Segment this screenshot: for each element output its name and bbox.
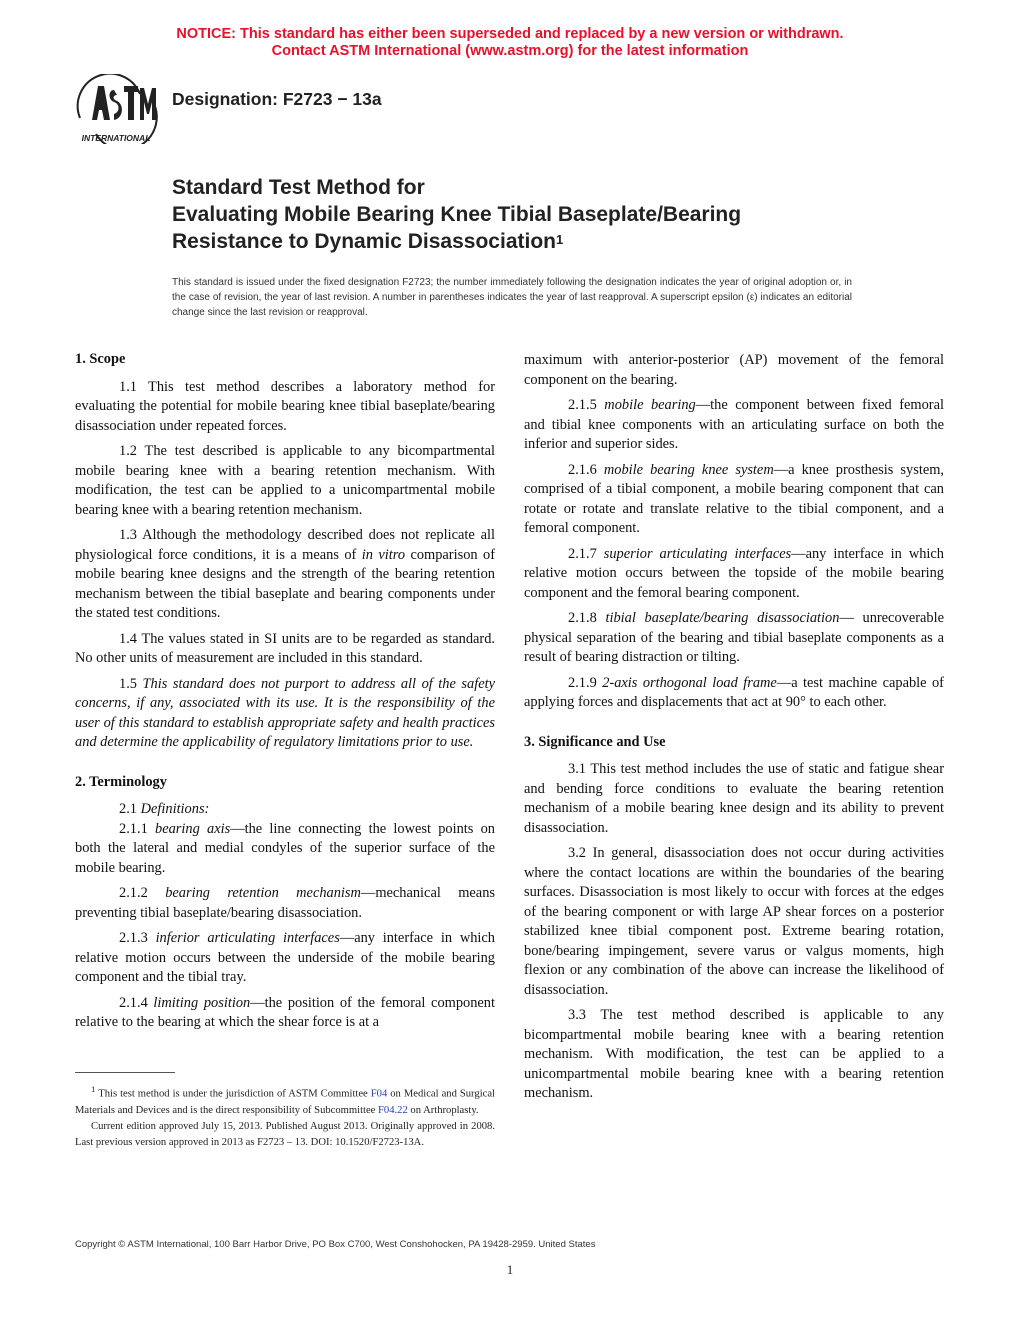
para-2-1-1: 2.1.1 bearing axis—the line connecting the lowest points on both the lateral and medial condyles of the superior surface of the mobile bearing. — [75, 820, 495, 876]
significance-heading: 3. Significance and Use — [524, 733, 666, 750]
footnote-edition: Current edition approved July 15, 2013. Published August 2013. Originally approved in 2008. Last previous version approved in 2013 as F2723 – 13. DOI: 10.1520/F2723-13A. — [75, 1120, 495, 1148]
terminology-heading: 2. Terminology — [75, 773, 167, 790]
left-column — [75, 350, 495, 1039]
para-2-1-3: 2.1.3 inferior articulating interfaces—any interface in which relative motion occurs between the underside of the mobile bearing component and the tibial tray. — [75, 930, 495, 985]
copyright: Copyright © ASTM International, 100 Barr Harbor Drive, PO Box C700, West Conshohocken, PA 19428-2959. United States — [75, 1239, 596, 1250]
para-2-1-7: 2.1.7 superior articulating interfaces—any interface in which relative motion occurs between the topside of the mobile bearing component and the femoral bearing component. — [524, 545, 944, 601]
para-1-1: 1.1 This test method describes a laboratory method for evaluating the potential for mobile bearing knee tibial baseplate/bearing disassociation under repeated forces. — [75, 378, 495, 434]
document-title — [172, 174, 892, 255]
footnote-divider — [75, 1072, 175, 1073]
notice-line-1: NOTICE: This standard has either been superseded and replaced by a new version or withdrawn. — [176, 26, 844, 42]
para-2-1-6: 2.1.6 mobile bearing knee system—a knee prosthesis system, comprised of a tibial component, a mobile bearing component that can rotate or rotate and translate relative to the tibial component, and a femoral component. — [524, 461, 944, 536]
astm-logo-icon — [70, 74, 162, 144]
committee-link[interactable]: F04 — [370, 1088, 388, 1100]
para-2-1-4: 2.1.4 limiting position—the position of the femoral component relative to the bearing at which the shear force is at a — [75, 994, 496, 1030]
para-2-1-4-cont: maximum with anterior-posterior (AP) movement of the femoral component on the bearing. — [524, 352, 944, 388]
notice-line-2: Contact ASTM International (www.astm.org) for the latest information — [271, 43, 749, 59]
para-2-1-8: 2.1.8 tibial baseplate/bearing disassociation— unrecoverable physical separation of the bearing and tibial baseplate components as a result of bearing distraction or tilting. — [524, 610, 944, 665]
para-2-1-5: 2.1.5 mobile bearing—the component between fixed femoral and tibial knee components with an articulating surface on both the inferior and superior sides. — [524, 397, 944, 452]
para-3-3: 3.3 The test method described is applicable to any bicompartmental mobile bearing knee with a bearing retention mechanism. With modification, the test can be applied to a unicompartmental mobile bearing knee with a bearing retention mechanism. — [524, 1007, 944, 1101]
logo-text: INTERNATIONAL — [81, 133, 151, 143]
page-number: 1 — [506, 1262, 514, 1277]
title-line-2: Evaluating Mobile Bearing Knee Tibial Baseplate/Bearing — [172, 203, 742, 226]
issued-note: This standard is issued under the fixed designation F2723; the number immediately following the designation indicates the year of original adoption or, in the case of revision, the year of last revision. A number in parentheses indicates the year of last reapproval. A superscript epsilon (ε) indicates an editorial change since the last revision or reapproval. — [172, 277, 852, 318]
right-column — [524, 351, 944, 1110]
title-line-1: Standard Test Method for — [172, 176, 425, 199]
para-1-2: 1.2 The test described is applicable to any bicompartmental mobile bearing knee with a bearing retention mechanism. With modification, the test can be applied to a unicompartmental mobile bearing knee with a bearing retention mechanism. — [75, 443, 495, 518]
para-2-1-2: 2.1.2 bearing retention mechanism—mechanical means preventing tibial baseplate/bearing disassociation. — [75, 885, 495, 921]
para-1-3: 1.3 Although the methodology described does not replicate all physiological force conditions, it is a means of in vitro comparison of mobile bearing knee designs and the strength of the bearing retention mechanism between the tibial baseplate and bearing components under the stated test conditions. — [75, 527, 496, 621]
para-1-4: 1.4 The values stated in SI units are to be regarded as standard. No other units of measurement are included in this standard. — [75, 630, 495, 666]
para-3-2: 3.2 In general, disassociation does not occur during activities where the contact locations are within the boundaries of the bearing surfaces. Disassociation is most likely to occur with forces at the edges of the bearing component or with large AP shear forces on a posterior stabilized knee tibial component post. Extreme bearing rotation, bone/bearing impingement, severe varus or valgus moments, high flexion or any combination of the above can increase the likelihood of disassociation. — [524, 845, 944, 998]
designation: Designation: F2723 − 13a — [172, 89, 382, 109]
scope-heading: 1. Scope — [75, 351, 126, 367]
title-line-3: Resistance to Dynamic Disassociation — [172, 230, 556, 253]
subcommittee-link[interactable]: F04.22 — [378, 1104, 408, 1116]
supersede-notice — [0, 26, 1020, 60]
para-1-5: 1.5 This standard does not purport to address all of the safety concerns, if any, associated with its use. It is the responsibility of the user of this standard to establish appropriate safety and health practices and determine the applicability of regulatory limitations prior to use. — [75, 675, 495, 750]
title-footnote-mark: 1 — [555, 232, 564, 247]
para-2-1: 2.1 Definitions: — [119, 801, 210, 817]
footnote: $^1$ This test method is under the jurisdiction of ASTM Committee F04 on Medical and Surgical Materials and Devices and is the direct responsibility of Subcommittee F04.22 on Arthroplasty. Current edition approved July 15, 2013. Published August 2013. Originally approved in 2008. Last previous version approved in 2013 as F2723 – 13. DOI: 10.1520/F2723-13A. — [75, 1081, 495, 1151]
para-3-1: 3.1 This test method includes the use of static and fatigue shear and bending force conditions to evaluate the bearing retention mechanism of a mobile bearing knee design and its ability to prevent disassociation. — [524, 761, 944, 836]
para-2-1-9: 2.1.9 2-axis orthogonal load frame—a test machine capable of applying forces and displacements that act at 90° to each other. — [524, 674, 944, 710]
